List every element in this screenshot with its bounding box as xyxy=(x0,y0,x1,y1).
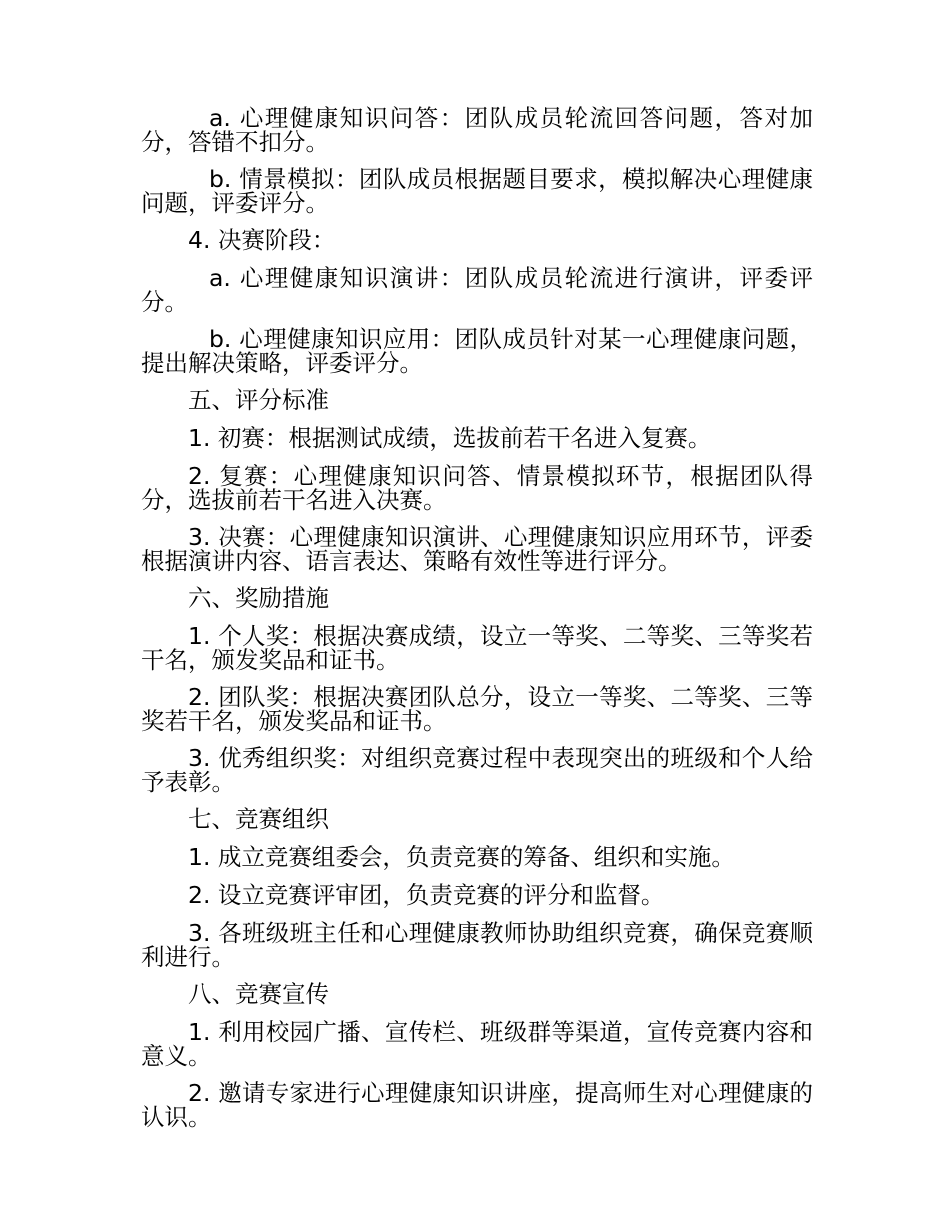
paragraph-a-knowledge-qa: a. 心理健康知识问答：团队成员轮流回答问题，答对加分，答错不扣分。 xyxy=(141,104,813,156)
section-heading-rewards: 六、奖励措施 xyxy=(188,584,329,612)
section-heading-scoring: 五、评分标准 xyxy=(188,386,329,414)
paragraph-b-scenario-simulation: b. 情景模拟：团队成员根据题目要求，模拟解决心理健康问题，评委评分。 xyxy=(141,165,813,217)
paragraph-individual-award: 1. 个人奖：根据决赛成绩，设立一等奖、二等奖、三等奖若干名，颁发奖品和证书。 xyxy=(141,622,813,674)
paragraph-team-award: 2. 团队奖：根据决赛团队总分，设立一等奖、二等奖、三等奖若干名，颁发奖品和证书。 xyxy=(141,683,813,735)
paragraph-scoring-preliminary: 1. 初赛：根据测试成绩，选拔前若干名进入复赛。 xyxy=(188,424,712,452)
paragraph-committee: 1. 成立竞赛组委会，负责竞赛的筹备、组织和实施。 xyxy=(188,843,735,871)
paragraph-scoring-semifinal: 2. 复赛：心理健康知识问答、情景模拟环节，根据团队得分，选拔前若干名进入决赛。 xyxy=(141,462,813,514)
section-heading-organization: 七、竞赛组织 xyxy=(188,805,329,833)
paragraph-jury: 2. 设立竞赛评审团，负责竞赛的评分和监督。 xyxy=(188,881,665,909)
paragraph-organization-award: 3. 优秀组织奖：对组织竞赛过程中表现突出的班级和个人给予表彰。 xyxy=(141,744,813,796)
paragraph-expert-lecture: 2. 邀请专家进行心理健康知识讲座，提高师生对心理健康的认识。 xyxy=(141,1079,813,1131)
paragraph-b-knowledge-application: b. 心理健康知识应用：团队成员针对某一心理健康问题，提出解决策略，评委评分。 xyxy=(141,325,813,377)
paragraph-publicity-channels: 1. 利用校园广播、宣传栏、班级群等渠道，宣传竞赛内容和意义。 xyxy=(141,1018,813,1070)
document-body xyxy=(141,106,813,1142)
paragraph-final-stage: 4. 决赛阶段： xyxy=(188,226,336,254)
section-heading-publicity: 八、竞赛宣传 xyxy=(188,980,329,1008)
paragraph-scoring-final: 3. 决赛：心理健康知识演讲、心理健康知识应用环节，评委根据演讲内容、语言表达、策略有效性等进行评分。 xyxy=(141,523,813,575)
paragraph-teachers-assist: 3. 各班级班主任和心理健康教师协助组织竞赛，确保竞赛顺利进行。 xyxy=(141,919,813,971)
paragraph-a-knowledge-speech: a. 心理健康知识演讲：团队成员轮流进行演讲，评委评分。 xyxy=(141,264,813,316)
